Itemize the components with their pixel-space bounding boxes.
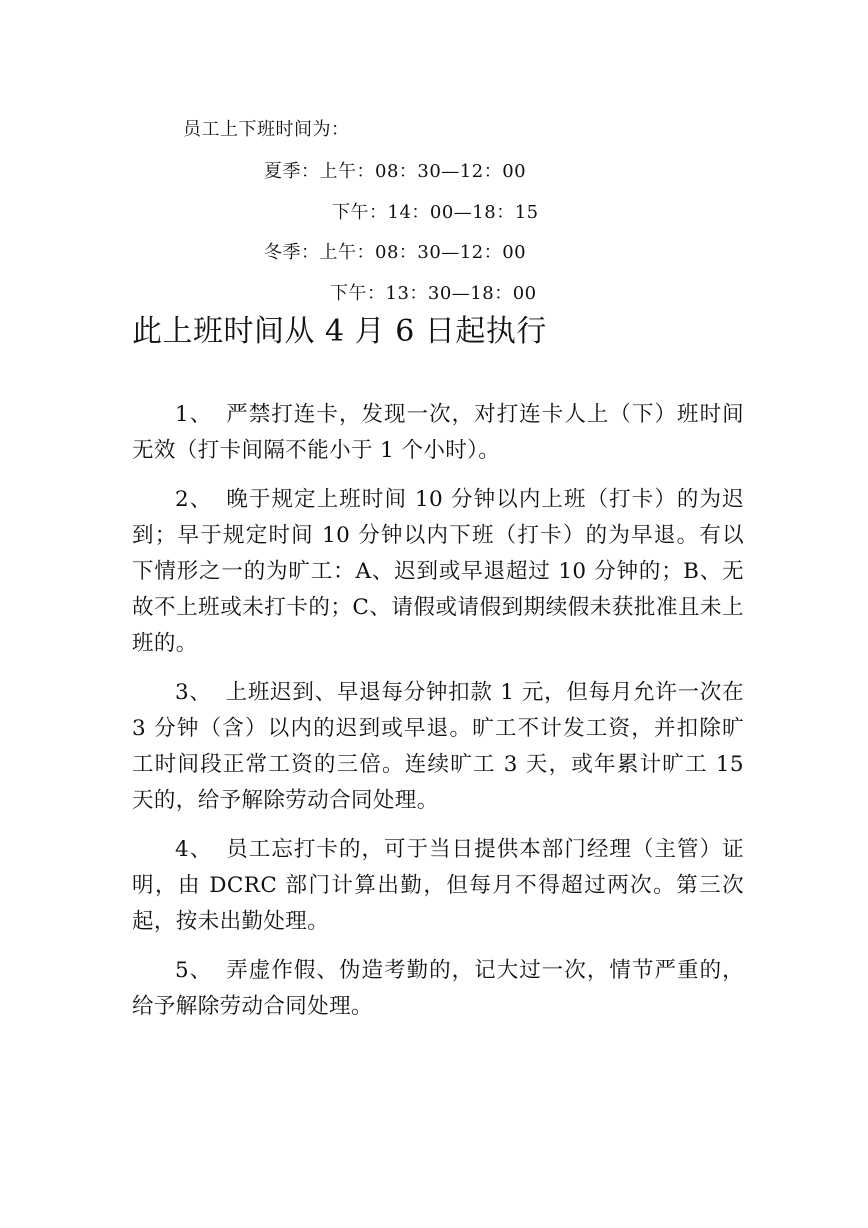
winter-afternoon-hours: 下午：13：30—18：00 <box>330 283 537 304</box>
rule-number: 2、 <box>175 487 213 512</box>
rule-text: 晚于规定上班时间 10 分钟以内上班（打卡）的为迟到；早于规定时间 10 分钟以内下班（打卡）的为早退。有以下情形之一的为旷工：A、迟到或早退超过 10 分钟的；B、无故不上班或未打卡的；C、请假或请假到期续假未获批准且未上班的。 <box>132 487 744 656</box>
rule-number: 1、 <box>175 402 213 427</box>
rule-text: 上班迟到、早退每分钟扣款 1 元，但每月允许一次在 3 分钟（含）以内的迟到或早退。旷工不计发工资，并扣除旷工时间段正常工资的三倍。连续旷工 3 天，或年累计旷工 15 天的，给予解除劳动合同处理。 <box>132 680 744 813</box>
rule-number: 5、 <box>175 958 213 983</box>
rule-text: 弄虚作假、伪造考勤的，记大过一次，情节严重的，给予解除劳动合同处理。 <box>132 958 745 1019</box>
rule-text: 严禁打连卡，发现一次，对打连卡人上（下）班时间无效（打卡间隔不能小于 1 个小时）。 <box>132 402 745 463</box>
rule-number: 3、 <box>175 680 212 705</box>
rule-item <box>132 832 744 940</box>
rule-item <box>132 482 744 662</box>
summer-afternoon-hours: 下午：14：00—18：15 <box>332 202 539 223</box>
rule-item <box>132 675 744 819</box>
attendance-rules <box>132 397 744 1038</box>
winter-morning-hours: 冬季：上午：08：30—12：00 <box>264 242 527 263</box>
effective-date-heading: 此上班时间从 4 月 6 日起执行 <box>132 314 547 349</box>
rule-item <box>132 953 744 1025</box>
summer-morning-hours: 夏季：上午：08：30—12：00 <box>264 161 527 182</box>
work-hours-intro: 员工上下班时间为： <box>183 119 350 140</box>
rule-number: 4、 <box>175 837 213 862</box>
rule-item <box>132 397 744 469</box>
rule-text: 员工忘打卡的，可于当日提供本部门经理（主管）证明，由 DCRC 部门计算出勤，但每月不得超过两次。第三次起，按未出勤处理。 <box>132 837 745 934</box>
